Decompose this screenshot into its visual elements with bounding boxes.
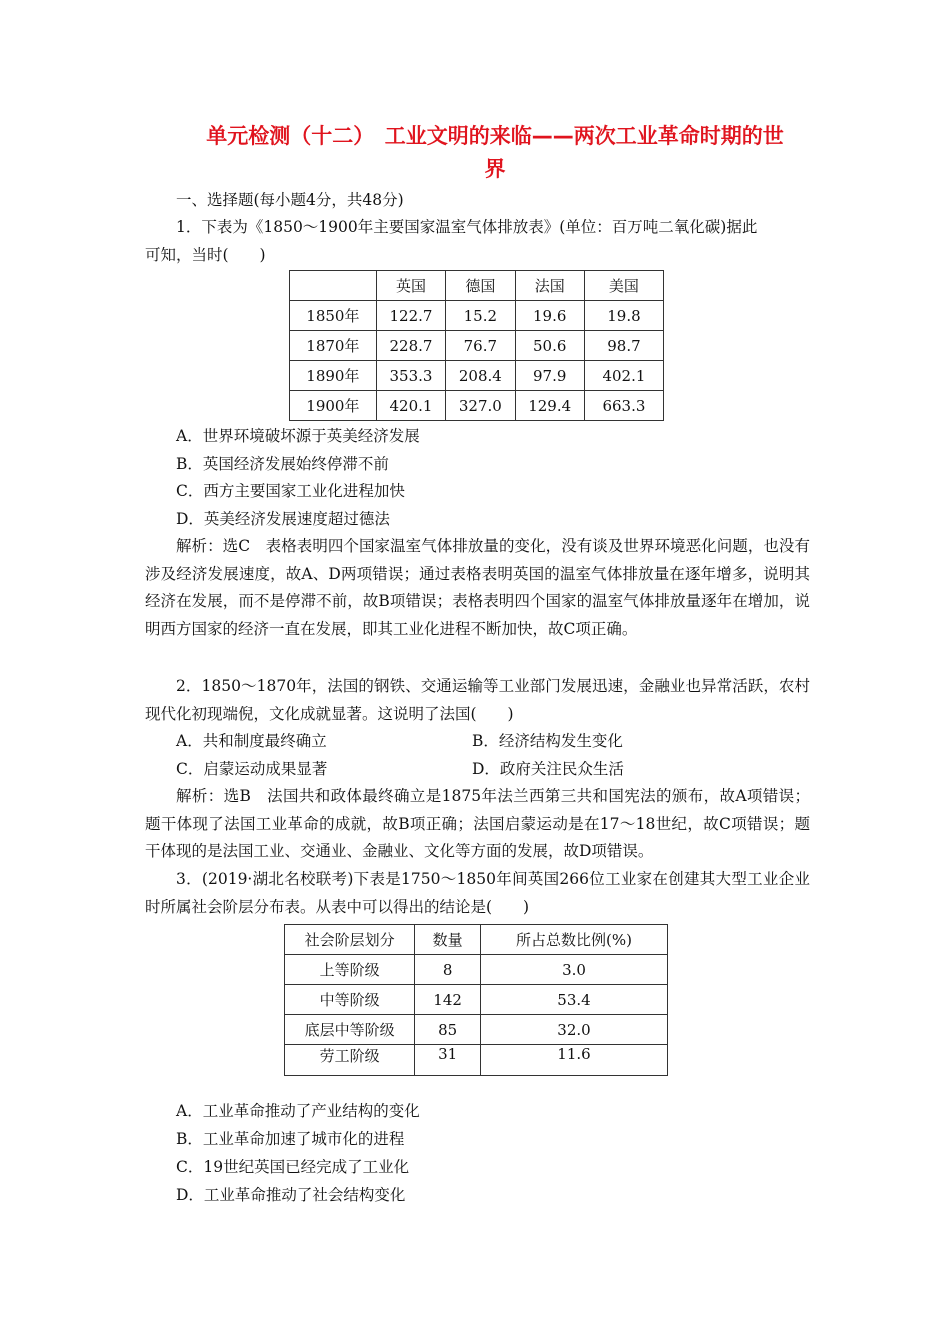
table-header-row bbox=[290, 271, 664, 301]
table-cell: 3.0 bbox=[480, 955, 667, 985]
q3-stem: 3．(2019·湖北名校联考)下表是1750～1850年间英国266位工业家在创建其大型工业企业时所属社会阶层分布表。从表中可以得出的结论是( ) bbox=[145, 870, 810, 916]
table-cell: 德国 bbox=[446, 271, 515, 301]
table-cell: 上等阶级 bbox=[285, 955, 415, 985]
q3-option-b: B．工业革命加速了城市化的进程 bbox=[176, 1130, 405, 1148]
q1-analysis: 解析：选C 表格表明四个国家温室气体排放量的变化，没有谈及世界环境恶化问题，也没有涉及经济发展速度，故A、D两项错误；通过表格表明英国的温室气体排放量在逐年增多，说明其经济在发展，而不是停滞不前，故B项错误；表格表明四个国家的温室气体排放量逐年在增加，说明西方国家的经济一直在发展，即其工业化进程不断加快，故C项正确。 bbox=[145, 537, 810, 638]
table-cell: 208.4 bbox=[446, 361, 515, 391]
table-header-row bbox=[285, 925, 668, 955]
table-row bbox=[290, 361, 664, 391]
table-row bbox=[290, 391, 664, 421]
table-cell: 53.4 bbox=[480, 985, 667, 1015]
table-cell: 32.0 bbox=[480, 1015, 667, 1045]
q2-option-a: A．共和制度最终确立 bbox=[176, 732, 327, 750]
table-cell: 85 bbox=[415, 1015, 481, 1045]
table-cell bbox=[290, 271, 377, 301]
table-cell: 31 bbox=[415, 1045, 481, 1076]
q2-analysis: 解析：选B 法国共和政体最终确立是1875年法兰西第三共和国宪法的颁布，故A项错误；题干体现了法国工业革命的成就，故B项正确；法国启蒙运动是在17～18世纪，故C项错误；题干体现的是法国工业、交通业、金融业、文化等方面的发展，故D项错误。 bbox=[145, 787, 810, 860]
document-title-line-2: 界 bbox=[484, 157, 506, 181]
table-cell: 1850年 bbox=[290, 301, 377, 331]
q1-stem-line-1: 1．下表为《1850～1900年主要国家温室气体排放表》(单位：百万吨二氧化碳)据此 bbox=[176, 218, 758, 236]
table-cell: 19.6 bbox=[515, 301, 584, 331]
table-cell: 228.7 bbox=[376, 331, 445, 361]
table-cell: 353.3 bbox=[376, 361, 445, 391]
table-cell: 1890年 bbox=[290, 361, 377, 391]
table-row bbox=[285, 1015, 668, 1045]
table-cell: 663.3 bbox=[584, 391, 663, 421]
table-cell: 420.1 bbox=[376, 391, 445, 421]
table-row bbox=[290, 301, 664, 331]
table-cell: 底层中等阶级 bbox=[285, 1015, 415, 1045]
table-cell: 142 bbox=[415, 985, 481, 1015]
section-heading: 一、选择题(每小题4分，共48分) bbox=[176, 191, 404, 209]
table-row bbox=[290, 331, 664, 361]
table-cell: 402.1 bbox=[584, 361, 663, 391]
table-cell: 129.4 bbox=[515, 391, 584, 421]
table-cell: 中等阶级 bbox=[285, 985, 415, 1015]
q1-emissions-table bbox=[289, 270, 664, 421]
q1-option-c: C．西方主要国家工业化进程加快 bbox=[176, 482, 405, 500]
table-cell: 美国 bbox=[584, 271, 663, 301]
table-cell: 数量 bbox=[415, 925, 481, 955]
q1-option-d: D．英美经济发展速度超过德法 bbox=[176, 510, 390, 528]
table-row bbox=[285, 1045, 668, 1076]
table-row bbox=[285, 955, 668, 985]
table-cell: 8 bbox=[415, 955, 481, 985]
table-cell: 327.0 bbox=[446, 391, 515, 421]
table-cell: 11.6 bbox=[480, 1045, 667, 1076]
table-cell: 97.9 bbox=[515, 361, 584, 391]
table-cell: 76.7 bbox=[446, 331, 515, 361]
q2-option-c: C．启蒙运动成果显著 bbox=[176, 760, 328, 778]
q3-option-d: D．工业革命推动了社会结构变化 bbox=[176, 1186, 406, 1204]
table-cell: 15.2 bbox=[446, 301, 515, 331]
q2-option-b: B．经济结构发生变化 bbox=[472, 732, 623, 750]
q2-option-d: D．政府关注民众生活 bbox=[472, 760, 624, 778]
q1-option-a: A．世界环境破坏源于英美经济发展 bbox=[176, 427, 420, 445]
q2-stem: 2．1850～1870年，法国的钢铁、交通运输等工业部门发展迅速，金融业也异常活跃，农村现代化初现端倪，文化成就显著。这说明了法国( ) bbox=[145, 677, 810, 723]
table-cell: 1870年 bbox=[290, 331, 377, 361]
table-cell: 所占总数比例(%) bbox=[480, 925, 667, 955]
table-cell: 50.6 bbox=[515, 331, 584, 361]
table-cell: 1900年 bbox=[290, 391, 377, 421]
table-cell: 英国 bbox=[376, 271, 445, 301]
table-row bbox=[285, 985, 668, 1015]
q1-option-b: B．英国经济发展始终停滞不前 bbox=[176, 455, 389, 473]
table-cell: 19.8 bbox=[584, 301, 663, 331]
table-cell: 98.7 bbox=[584, 331, 663, 361]
table-cell: 劳工阶级 bbox=[285, 1045, 415, 1076]
q3-option-c: C．19世纪英国已经完成了工业化 bbox=[176, 1158, 410, 1176]
q3-option-a: A．工业革命推动了产业结构的变化 bbox=[176, 1102, 420, 1120]
table-cell: 社会阶层划分 bbox=[285, 925, 415, 955]
table-cell: 122.7 bbox=[376, 301, 445, 331]
table-cell: 法国 bbox=[515, 271, 584, 301]
q3-social-class-table bbox=[284, 924, 668, 1076]
q1-stem-line-2: 可知，当时( ) bbox=[145, 246, 266, 264]
document-title-line-1: 单元检测（十二） 工业文明的来临——两次工业革命时期的世 bbox=[206, 124, 784, 148]
